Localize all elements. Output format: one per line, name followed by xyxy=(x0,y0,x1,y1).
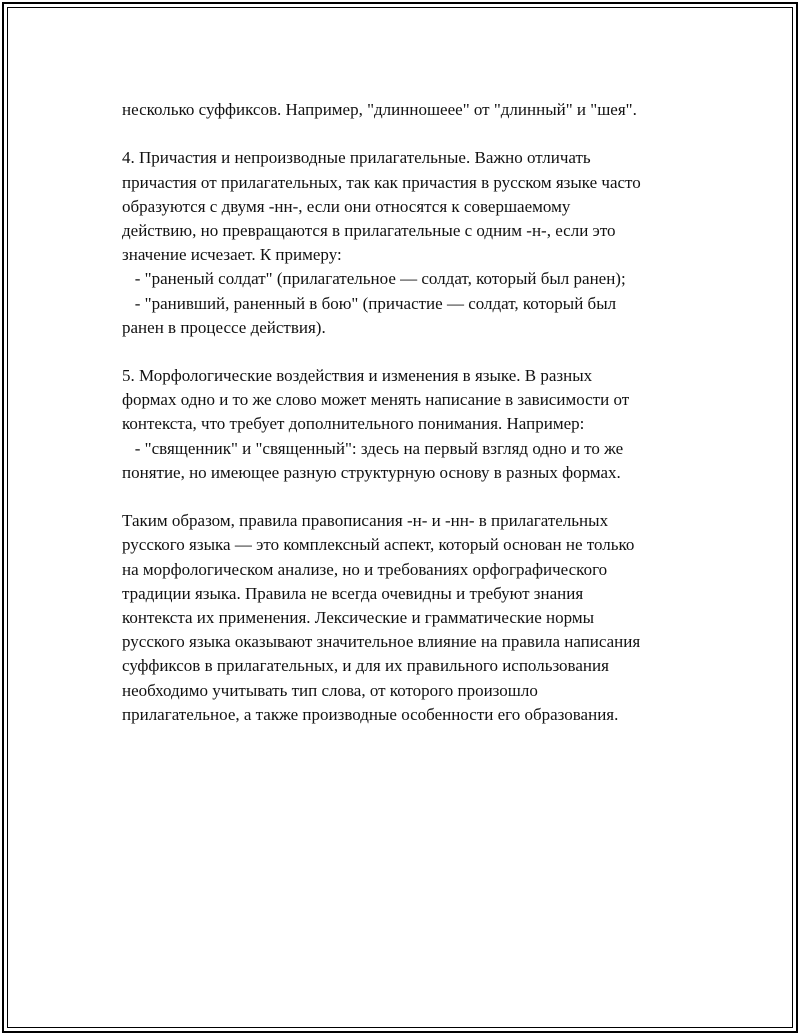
text-line: русского языка оказывают значительное влияние на правила написания xyxy=(122,632,641,652)
example-line: - "священник" и "священный": здесь на первый взгляд одно и то же xyxy=(122,438,624,458)
text-line: суффиксов в прилагательных, и для их правильного использования xyxy=(122,656,609,676)
example-line: - "ранивший, раненный в бою" (причастие — солдат, который был xyxy=(122,293,617,313)
text-line: несколько суффиксов. Например, "длинношеее" от "длинный" и "шея". xyxy=(122,100,637,119)
paragraph-point-5 xyxy=(122,364,702,485)
text-line: контекста, что требует дополнительного понимания. Например: xyxy=(122,414,585,434)
text-line: понятие, но имеющее разную структурную основу в разных формах. xyxy=(122,462,621,482)
text-line: традиции языка. Правила не всегда очевидны и требуют знания xyxy=(122,583,584,603)
paragraph-gap xyxy=(122,122,702,146)
text-line: причастия от прилагательных, так как причастия в русском языке часто xyxy=(122,172,641,192)
text-line: Таким образом, правила правописания -н- и -нн- в прилагательных xyxy=(122,511,609,531)
text-line: ранен в процессе действия). xyxy=(122,317,326,337)
text-line: значение исчезает. К примеру: xyxy=(122,245,342,265)
text-line: русского языка — это комплексный аспект, который основан не только xyxy=(122,535,635,555)
paragraph-intro-continuation xyxy=(122,98,702,122)
paragraph-gap xyxy=(122,485,702,509)
text-line: контекста их применения. Лексические и грамматические нормы xyxy=(122,607,595,627)
paragraph-conclusion xyxy=(122,509,702,727)
page-frame xyxy=(2,2,798,1033)
paragraph-gap xyxy=(122,340,702,364)
text-line: 4. Причастия и непроизводные прилагательные. Важно отличать xyxy=(122,148,591,168)
text-line: 5. Морфологические воздействия и изменения в языке. В разных xyxy=(122,366,593,386)
text-line: действию, но превращаются в прилагательные с одним -н-, если это xyxy=(122,220,616,240)
text-line: прилагательное, а также производные особенности его образования. xyxy=(122,704,619,724)
text-line: формах одно и то же слово может менять написание в зависимости от xyxy=(122,390,630,410)
paragraph-point-4 xyxy=(122,146,702,340)
text-line: образуются с двумя -нн-, если они относятся к совершаемому xyxy=(122,196,571,216)
document-body xyxy=(122,98,702,727)
text-line: на морфологическом анализе, но и требованиях орфографического xyxy=(122,559,608,579)
example-line: - "раненый солдат" (прилагательное — солдат, который был ранен); xyxy=(122,269,626,289)
text-line: необходимо учитывать тип слова, от которого произошло xyxy=(122,680,538,700)
